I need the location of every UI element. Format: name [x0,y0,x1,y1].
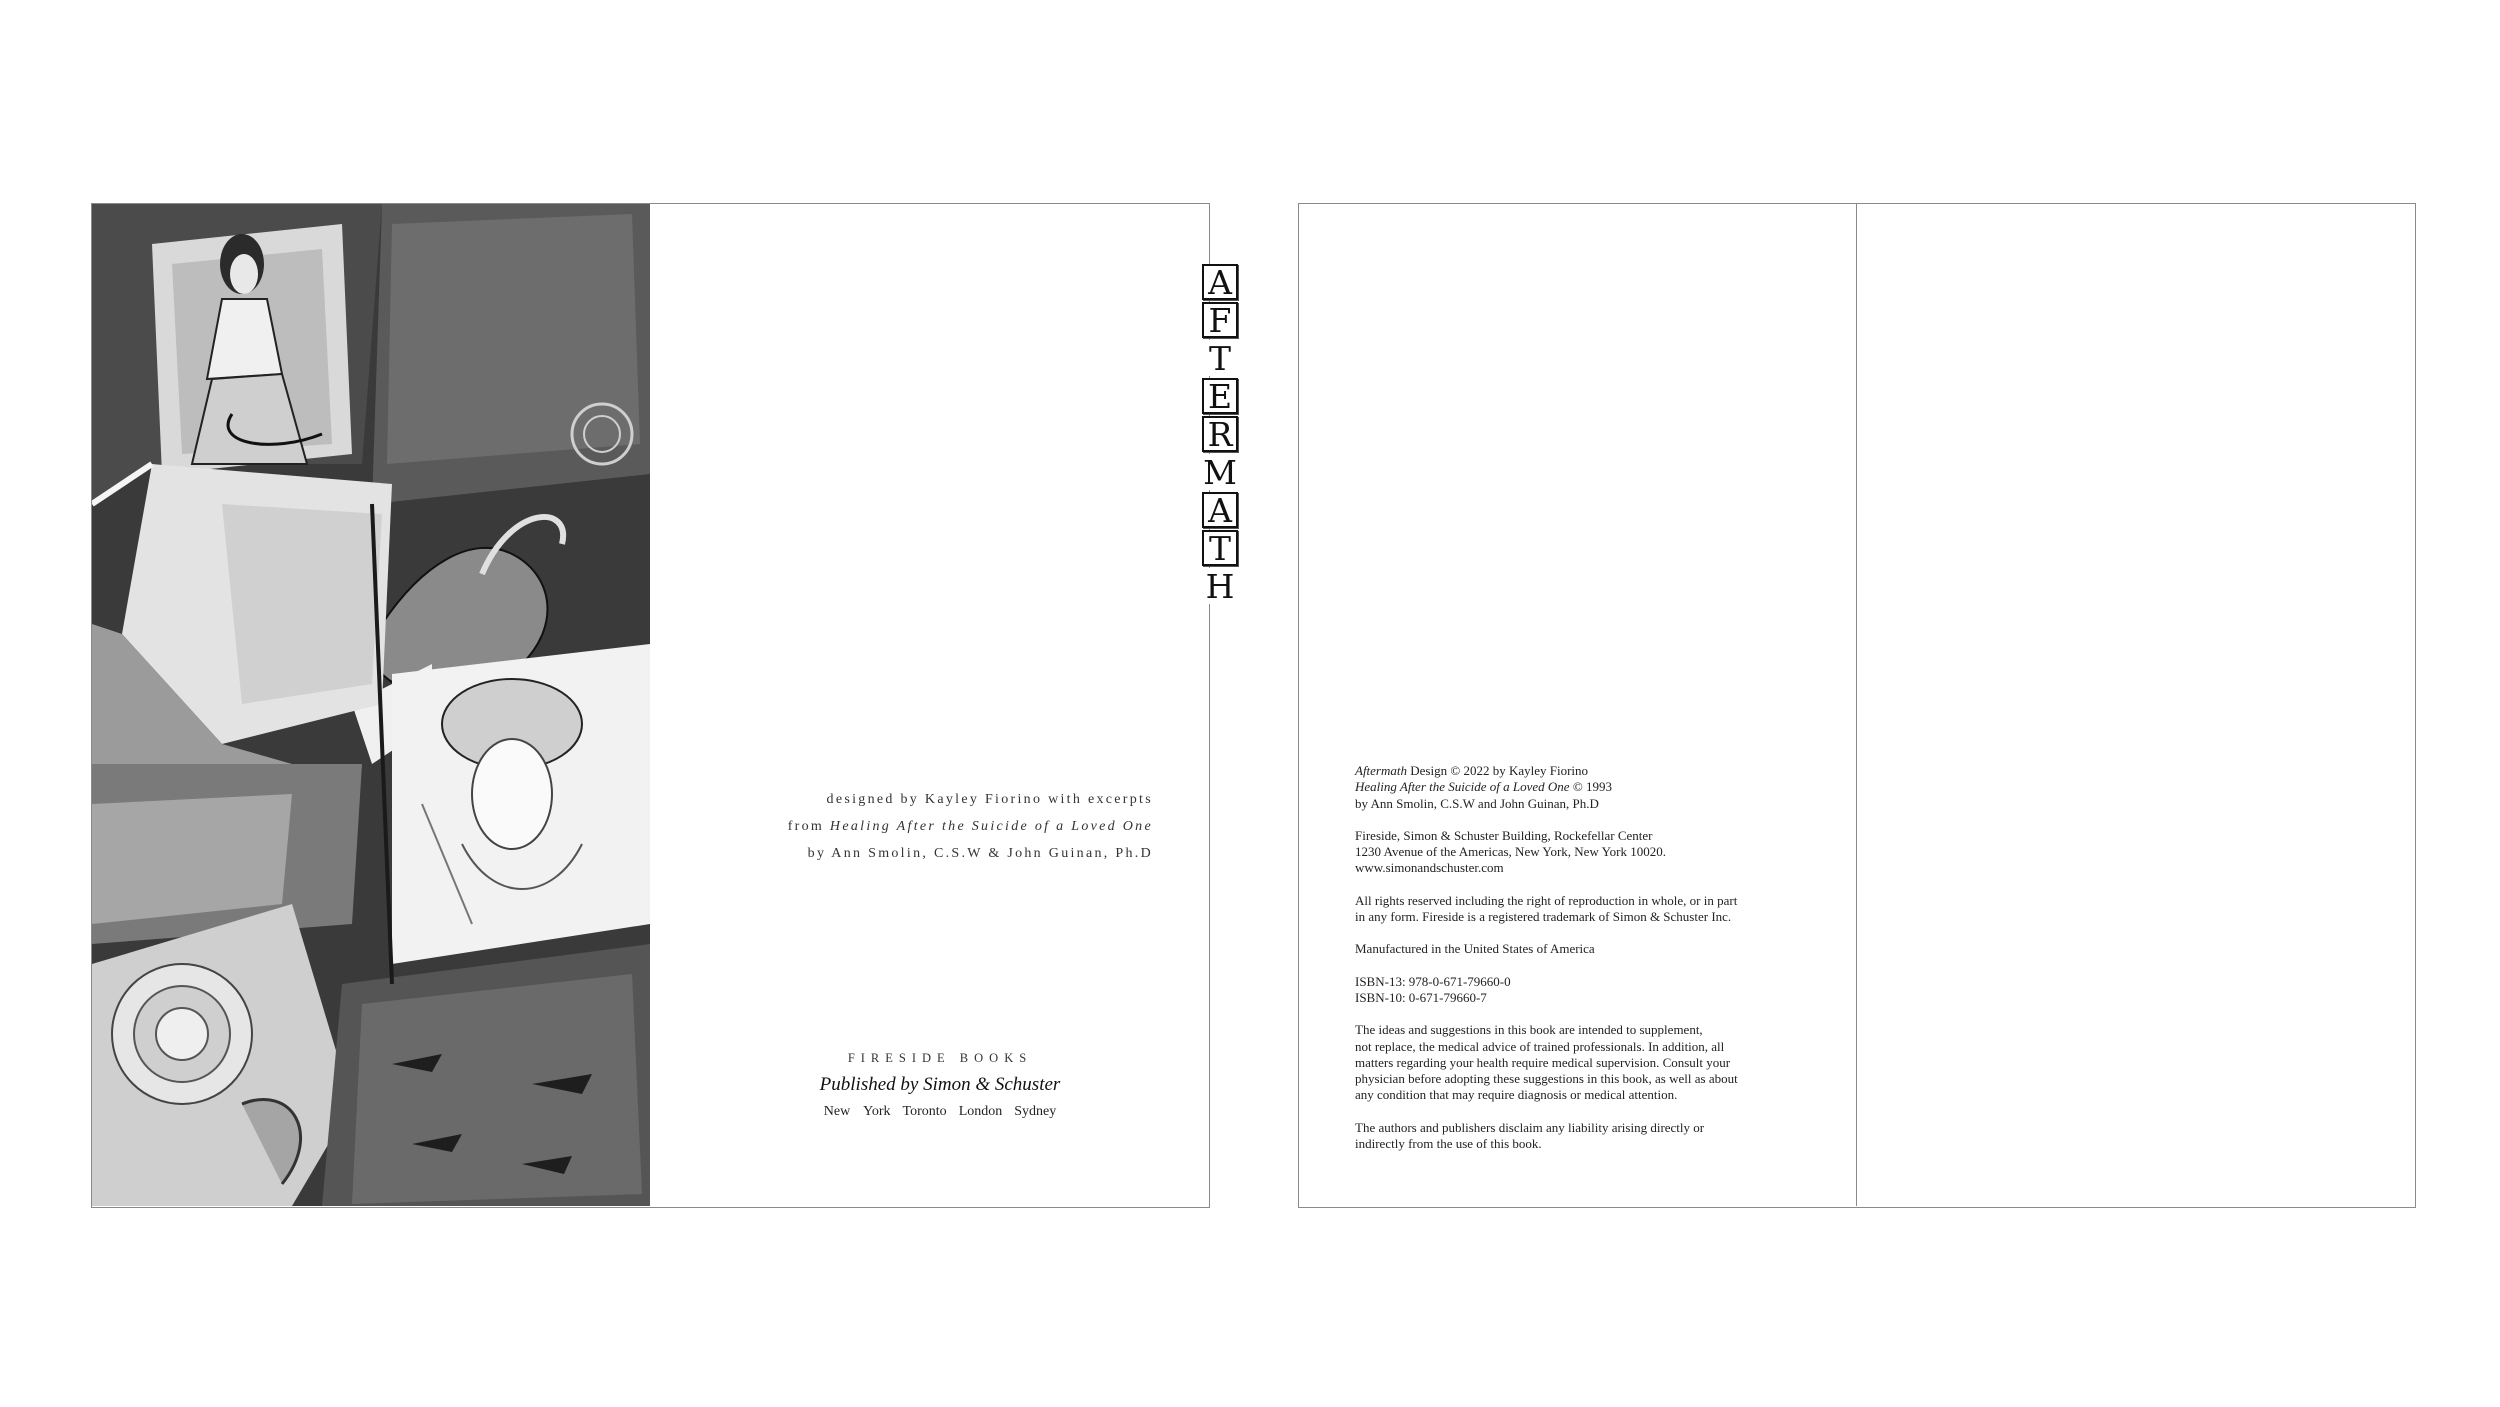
title-page [650,204,1237,1207]
book-copyright-line [1355,779,1825,795]
book-title-vertical [1202,264,1242,606]
collage-illustration [92,204,650,1206]
design-title: Aftermath [1355,763,1407,778]
city: New York [823,1104,891,1119]
publisher-cities [810,1104,1070,1120]
copyright-text [1355,763,1825,1168]
title-letter: T [1202,530,1238,566]
isbn-block [1355,974,1825,1007]
title-letter: R [1202,416,1238,452]
design-copyright-line [1355,763,1825,779]
liability-line: indirectly from the use of this book. [1355,1136,1542,1152]
disclaimer-line: The ideas and suggestions in this book are intended to supplement, [1355,1022,1703,1038]
city: Toronto [902,1104,947,1119]
authors-line: by Ann Smolin, C.S.W and John Guinan, Ph.D [1355,795,1599,811]
title-letter: T [1202,340,1238,376]
credits-line-source [788,813,1153,840]
design-copyright: Design © 2022 by Kayley Fiorino [1407,763,1589,778]
address-line: Fireside, Simon & Schuster Building, Rockefellar Center [1355,827,1653,843]
city: Sydney [1014,1104,1057,1119]
collage-art [92,204,650,1206]
liability-line: The authors and publishers disclaim any liability arising directly or [1355,1119,1705,1135]
rights-line: All rights reserved including the right of reproduction in whole, or in part [1355,892,1738,908]
liability-disclaimer [1355,1120,1825,1153]
publisher-name: Published by Simon & Schuster [819,1074,1061,1095]
title-letter: A [1202,492,1238,528]
credits-line-authors: by Ann Smolin, C.S.W & John Guinan, Ph.D [807,846,1153,861]
title-letter: E [1202,378,1238,414]
title-letter: M [1203,452,1237,492]
manufactured-statement: Manufactured in the United States of America [1355,941,1595,957]
disclaimer-line: not replace, the medical advice of trained professionals. In addition, all [1355,1038,1725,1054]
rights-line: in any form. Fireside is a registered trademark of Simon & Schuster Inc. [1355,909,1732,925]
website-url: www.simonandschuster.com [1355,860,1504,876]
publisher-address [1355,828,1825,877]
publisher-imprint [810,1051,1070,1120]
right-spread [1298,203,2416,1208]
credits-line-designer: designed by Kayley Fiorino with excerpts [826,792,1153,807]
disclaimer-line: matters regarding your health require medical supervision. Consult your [1355,1054,1731,1070]
title-letter: A [1202,264,1238,300]
medical-disclaimer [1355,1022,1825,1103]
address-line: 1230 Avenue of the Americas, New York, New York 10020. [1355,844,1667,860]
source-book-title: Healing After the Suicide of a Loved One [829,819,1153,834]
credits-source-prefix: from [787,819,830,834]
copyright-credits [1355,763,1825,812]
city: London [958,1104,1003,1119]
book-copyright: © 1993 [1569,779,1612,795]
isbn-13: ISBN-13: 978-0-671-79660-0 [1355,973,1511,989]
isbn-10: ISBN-10: 0-671-79660-7 [1355,989,1487,1005]
rights-statement [1355,893,1825,926]
title-letter: F [1202,302,1238,338]
credits-block [788,786,1153,867]
imprint-label: FIRESIDE BOOKS [847,1051,1033,1065]
copyright-page [1299,204,1857,1206]
blank-page [1857,204,2415,1207]
disclaimer-line: any condition that may require diagnosis or medical attention. [1355,1087,1678,1103]
left-spread [91,203,1237,1208]
disclaimer-line: physician before adopting these suggestions in this book, as well as about [1355,1071,1738,1087]
book-title: Healing After the Suicide of a Loved One [1355,779,1570,795]
title-letter: H [1202,568,1238,604]
